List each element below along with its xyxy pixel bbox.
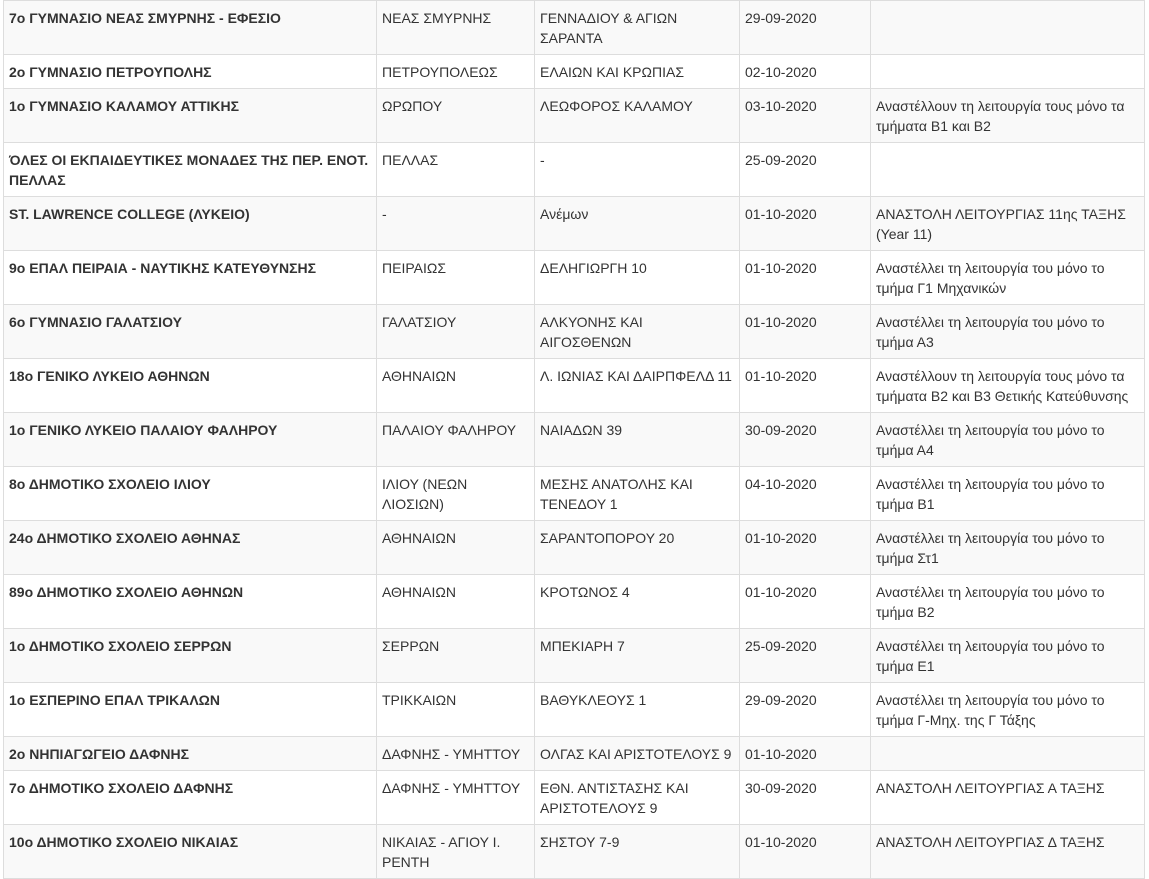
table-row [4, 467, 1145, 521]
suspension-date-cell: 01-10-2020 [740, 305, 871, 359]
school-name-cell: 8ο ΔΗΜΟΤΙΚΟ ΣΧΟΛΕΙΟ ΙΛΙΟΥ [4, 467, 377, 521]
municipality-cell: ΤΡΙΚΚΑΙΩΝ [377, 683, 535, 737]
suspension-date-cell: 01-10-2020 [740, 521, 871, 575]
school-name-cell: 7ο ΓΥΜΝΑΣΙΟ ΝΕΑΣ ΣΜΥΡΝΗΣ - ΕΦΕΣΙΟ [4, 1, 377, 55]
school-name-cell: 1ο ΓΥΜΝΑΣΙΟ ΚΑΛΑΜΟΥ ΑΤΤΙΚΗΣ [4, 89, 377, 143]
school-name-cell: 18ο ΓΕΝΙΚΟ ΛΥΚΕΙΟ ΑΘΗΝΩΝ [4, 359, 377, 413]
school-name-cell: 2ο ΝΗΠΙΑΓΩΓΕΙΟ ΔΑΦΝΗΣ [4, 737, 377, 771]
table-row [4, 305, 1145, 359]
school-name-cell: 6ο ΓΥΜΝΑΣΙΟ ΓΑΛΑΤΣΙΟΥ [4, 305, 377, 359]
note-cell: Αναστέλλει τη λειτουργία του μόνο το τμήμα Α4 [871, 413, 1145, 467]
school-name-cell: ΌΛΕΣ ΟΙ ΕΚΠΑΙΔΕΥΤΙΚΕΣ ΜΟΝΑΔΕΣ ΤΗΣ ΠΕΡ. ΕΝΟΤ. ΠΕΛΛΑΣ [4, 143, 377, 197]
suspension-date-cell: 29-09-2020 [740, 683, 871, 737]
address-cell: Ανέμων [535, 197, 740, 251]
table-row [4, 771, 1145, 825]
note-cell: ΑΝΑΣΤΟΛΗ ΛΕΙΤΟΥΡΓΙΑΣ Δ ΤΑΞΗΣ [871, 825, 1145, 879]
suspension-date-cell: 04-10-2020 [740, 467, 871, 521]
suspension-date-cell: 02-10-2020 [740, 55, 871, 89]
address-cell: ΝΑΙΑΔΩΝ 39 [535, 413, 740, 467]
table-row [4, 89, 1145, 143]
address-cell: ΜΠΕΚΙΑΡΗ 7 [535, 629, 740, 683]
address-cell: ΚΡΟΤΩΝΟΣ 4 [535, 575, 740, 629]
suspension-date-cell: 03-10-2020 [740, 89, 871, 143]
municipality-cell: ΑΘΗΝΑΙΩΝ [377, 521, 535, 575]
table-row [4, 1, 1145, 55]
address-cell: ΟΛΓΑΣ ΚΑΙ ΑΡΙΣΤΟΤΕΛΟΥΣ 9 [535, 737, 740, 771]
address-cell: ΕΛΑΙΩΝ ΚΑΙ ΚΡΩΠΙΑΣ [535, 55, 740, 89]
table-row [4, 737, 1145, 771]
address-cell: ΔΕΛΗΓΙΩΡΓΗ 10 [535, 251, 740, 305]
municipality-cell: ΑΘΗΝΑΙΩΝ [377, 575, 535, 629]
table-row [4, 143, 1145, 197]
note-cell: Αναστέλλει τη λειτουργία του μόνο το τμήμα Α3 [871, 305, 1145, 359]
municipality-cell: ΝΕΑΣ ΣΜΥΡΝΗΣ [377, 1, 535, 55]
suspension-date-cell: 29-09-2020 [740, 1, 871, 55]
municipality-cell: ΩΡΩΠΟΥ [377, 89, 535, 143]
note-cell: Αναστέλλει τη λειτουργία του μόνο το τμήμα Ε1 [871, 629, 1145, 683]
address-cell: ΜΕΣΗΣ ΑΝΑΤΟΛΗΣ ΚΑΙ ΤΕΝΕΔΟΥ 1 [535, 467, 740, 521]
suspension-date-cell: 01-10-2020 [740, 825, 871, 879]
municipality-cell: ΔΑΦΝΗΣ - ΥΜΗΤΤΟΥ [377, 737, 535, 771]
school-name-cell: 1ο ΕΣΠΕΡΙΝΟ ΕΠΑΛ ΤΡΙΚΑΛΩΝ [4, 683, 377, 737]
suspension-date-cell: 01-10-2020 [740, 251, 871, 305]
table-row [4, 521, 1145, 575]
suspension-date-cell: 01-10-2020 [740, 575, 871, 629]
school-name-cell: 2ο ΓΥΜΝΑΣΙΟ ΠΕΤΡΟΥΠΟΛΗΣ [4, 55, 377, 89]
table-row [4, 359, 1145, 413]
school-name-cell: 89ο ΔΗΜΟΤΙΚΟ ΣΧΟΛΕΙΟ ΑΘΗΝΩΝ [4, 575, 377, 629]
note-cell: Αναστέλλουν τη λειτουργία τους μόνο τα τμήματα Β2 και Β3 Θετικής Κατεύθυνσης [871, 359, 1145, 413]
suspension-date-cell: 01-10-2020 [740, 197, 871, 251]
municipality-cell: ΑΘΗΝΑΙΩΝ [377, 359, 535, 413]
address-cell: ΣΗΣΤΟΥ 7-9 [535, 825, 740, 879]
municipality-cell: ΠΕΤΡΟΥΠΟΛΕΩΣ [377, 55, 535, 89]
note-cell: Αναστέλλουν τη λειτουργία τους μόνο τα τμήματα Β1 και Β2 [871, 89, 1145, 143]
school-name-cell: 24ο ΔΗΜΟΤΙΚΟ ΣΧΟΛΕΙΟ ΑΘΗΝΑΣ [4, 521, 377, 575]
suspension-date-cell: 01-10-2020 [740, 737, 871, 771]
table-body [4, 1, 1145, 879]
address-cell: ΕΘΝ. ΑΝΤΙΣΤΑΣΗΣ ΚΑΙ ΑΡΙΣΤΟΤΕΛΟΥΣ 9 [535, 771, 740, 825]
school-name-cell: 9ο ΕΠΑΛ ΠΕΙΡΑΙΑ - ΝΑΥΤΙΚΗΣ ΚΑΤΕΥΘΥΝΣΗΣ [4, 251, 377, 305]
municipality-cell: ΓΑΛΑΤΣΙΟΥ [377, 305, 535, 359]
suspension-date-cell: 25-09-2020 [740, 143, 871, 197]
municipality-cell: ΔΑΦΝΗΣ - ΥΜΗΤΤΟΥ [377, 771, 535, 825]
note-cell [871, 737, 1145, 771]
note-cell: ΑΝΑΣΤΟΛΗ ΛΕΙΤΟΥΡΓΙΑΣ 11ης ΤΑΞΗΣ (Year 11) [871, 197, 1145, 251]
note-cell: Αναστέλλει τη λειτουργία του μόνο το τμήμα Β2 [871, 575, 1145, 629]
suspension-date-cell: 01-10-2020 [740, 359, 871, 413]
suspension-date-cell: 25-09-2020 [740, 629, 871, 683]
address-cell: ΒΑΘΥΚΛΕΟΥΣ 1 [535, 683, 740, 737]
table-row [4, 683, 1145, 737]
note-cell: Αναστέλλει τη λειτουργία του μόνο το τμήμα Β1 [871, 467, 1145, 521]
table-row [4, 413, 1145, 467]
note-cell: Αναστέλλει τη λειτουργία του μόνο το τμήμα Γ-Μηχ. της Γ Τάξης [871, 683, 1145, 737]
table-row [4, 251, 1145, 305]
table-row [4, 55, 1145, 89]
note-cell: Αναστέλλει τη λειτουργία του μόνο το τμήμα Στ1 [871, 521, 1145, 575]
note-cell [871, 1, 1145, 55]
school-name-cell: 1ο ΔΗΜΟΤΙΚΟ ΣΧΟΛΕΙΟ ΣΕΡΡΩΝ [4, 629, 377, 683]
address-cell: ΑΛΚΥΟΝΗΣ ΚΑΙ ΑΙΓΟΣΘΕΝΩΝ [535, 305, 740, 359]
table-row [4, 575, 1145, 629]
municipality-cell: ΠΕΙΡΑΙΩΣ [377, 251, 535, 305]
municipality-cell: ΣΕΡΡΩΝ [377, 629, 535, 683]
table-row [4, 197, 1145, 251]
note-cell [871, 55, 1145, 89]
school-name-cell: 10ο ΔΗΜΟΤΙΚΟ ΣΧΟΛΕΙΟ ΝΙΚΑΙΑΣ [4, 825, 377, 879]
municipality-cell: ΙΛΙΟΥ (ΝΕΩΝ ΛΙΟΣΙΩΝ) [377, 467, 535, 521]
municipality-cell: - [377, 197, 535, 251]
address-cell: Λ. ΙΩΝΙΑΣ ΚΑΙ ΔΑΙΡΠΦΕΛΔ 11 [535, 359, 740, 413]
suspension-date-cell: 30-09-2020 [740, 771, 871, 825]
table-row [4, 825, 1145, 879]
municipality-cell: ΠΑΛΑΙΟΥ ΦΑΛΗΡΟΥ [377, 413, 535, 467]
address-cell: ΣΑΡΑΝΤΟΠΟΡΟΥ 20 [535, 521, 740, 575]
table-row [4, 629, 1145, 683]
municipality-cell: ΠΕΛΛΑΣ [377, 143, 535, 197]
note-cell [871, 143, 1145, 197]
school-closures-table [3, 0, 1145, 879]
address-cell: - [535, 143, 740, 197]
school-name-cell: 7ο ΔΗΜΟΤΙΚΟ ΣΧΟΛΕΙΟ ΔΑΦΝΗΣ [4, 771, 377, 825]
note-cell: Αναστέλλει τη λειτουργία του μόνο το τμήμα Γ1 Μηχανικών [871, 251, 1145, 305]
note-cell: ΑΝΑΣΤΟΛΗ ΛΕΙΤΟΥΡΓΙΑΣ Α ΤΑΞΗΣ [871, 771, 1145, 825]
address-cell: ΓΕΝΝΑΔΙΟΥ & ΑΓΙΩΝ ΣΑΡΑΝΤΑ [535, 1, 740, 55]
municipality-cell: ΝΙΚΑΙΑΣ - ΑΓΙΟΥ Ι. ΡΕΝΤΗ [377, 825, 535, 879]
address-cell: ΛΕΩΦΟΡΟΣ ΚΑΛΑΜΟΥ [535, 89, 740, 143]
suspension-date-cell: 30-09-2020 [740, 413, 871, 467]
school-name-cell: 1ο ΓΕΝΙΚΟ ΛΥΚΕΙΟ ΠΑΛΑΙΟΥ ΦΑΛΗΡΟΥ [4, 413, 377, 467]
school-name-cell: ST. LAWRENCE COLLEGE (ΛΥΚΕΙΟ) [4, 197, 377, 251]
